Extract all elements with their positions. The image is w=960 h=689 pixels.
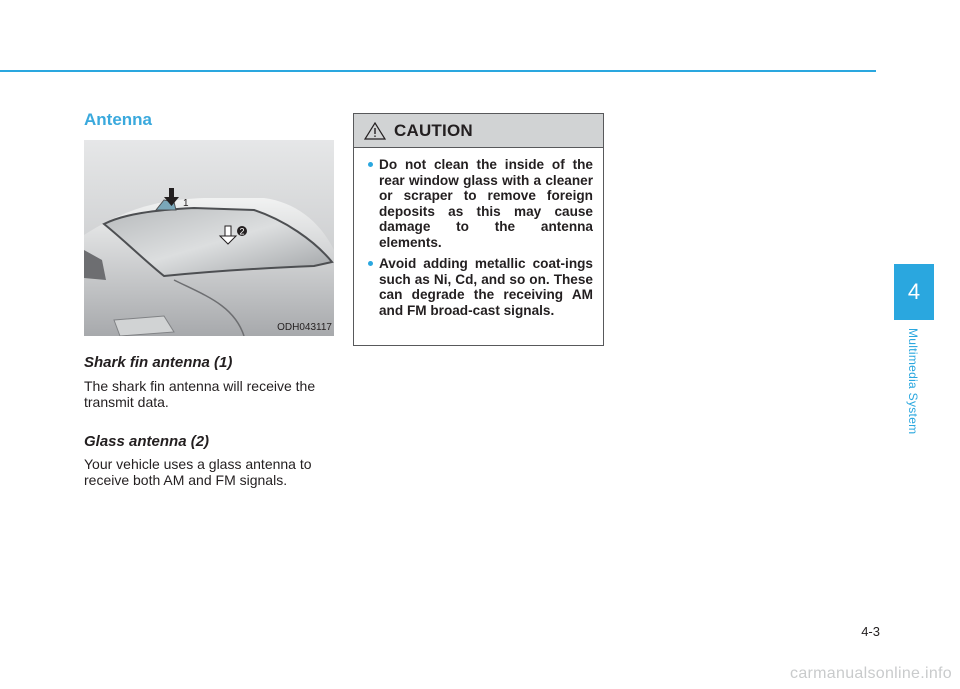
bullet-icon bbox=[368, 261, 373, 266]
shark-fin-text: The shark fin antenna will receive the transmit data. bbox=[84, 378, 316, 410]
bullet-icon bbox=[368, 162, 373, 167]
figure-code: ODH043117 bbox=[277, 322, 332, 333]
caution-title: CAUTION bbox=[394, 120, 473, 140]
callout-1: 1 bbox=[183, 198, 189, 209]
antenna-figure bbox=[84, 140, 334, 336]
watermark: carmanualsonline.info bbox=[790, 665, 952, 682]
glass-antenna-text: Your vehicle uses a glass antenna to receive both AM and FM signals. bbox=[84, 456, 312, 488]
caution-header bbox=[354, 114, 603, 148]
shark-fin-heading: Shark fin antenna (1) bbox=[84, 354, 233, 371]
chapter-tab: 4 bbox=[894, 264, 934, 320]
caution-item: Avoid adding metallic coat-ings such as Ni, Cd, and so on. These can degrade the receiving AM and FM broad-cast signals. bbox=[368, 256, 593, 318]
caution-list bbox=[354, 148, 603, 318]
warning-triangle-icon bbox=[364, 122, 386, 140]
glass-antenna-heading: Glass antenna (2) bbox=[84, 433, 210, 450]
car-rear-illustration bbox=[84, 140, 334, 336]
page-number: 4-3 bbox=[861, 624, 880, 639]
section-title: Antenna bbox=[84, 110, 152, 129]
callout-2: 2 bbox=[239, 226, 245, 237]
caution-item: Do not clean the inside of the rear window glass with a cleaner or scraper to remove foreign deposits as this may cause damage to the antenna elements. bbox=[368, 157, 593, 250]
caution-box bbox=[353, 113, 604, 346]
chapter-name: Multimedia System bbox=[906, 328, 920, 435]
header-rule bbox=[0, 70, 876, 72]
